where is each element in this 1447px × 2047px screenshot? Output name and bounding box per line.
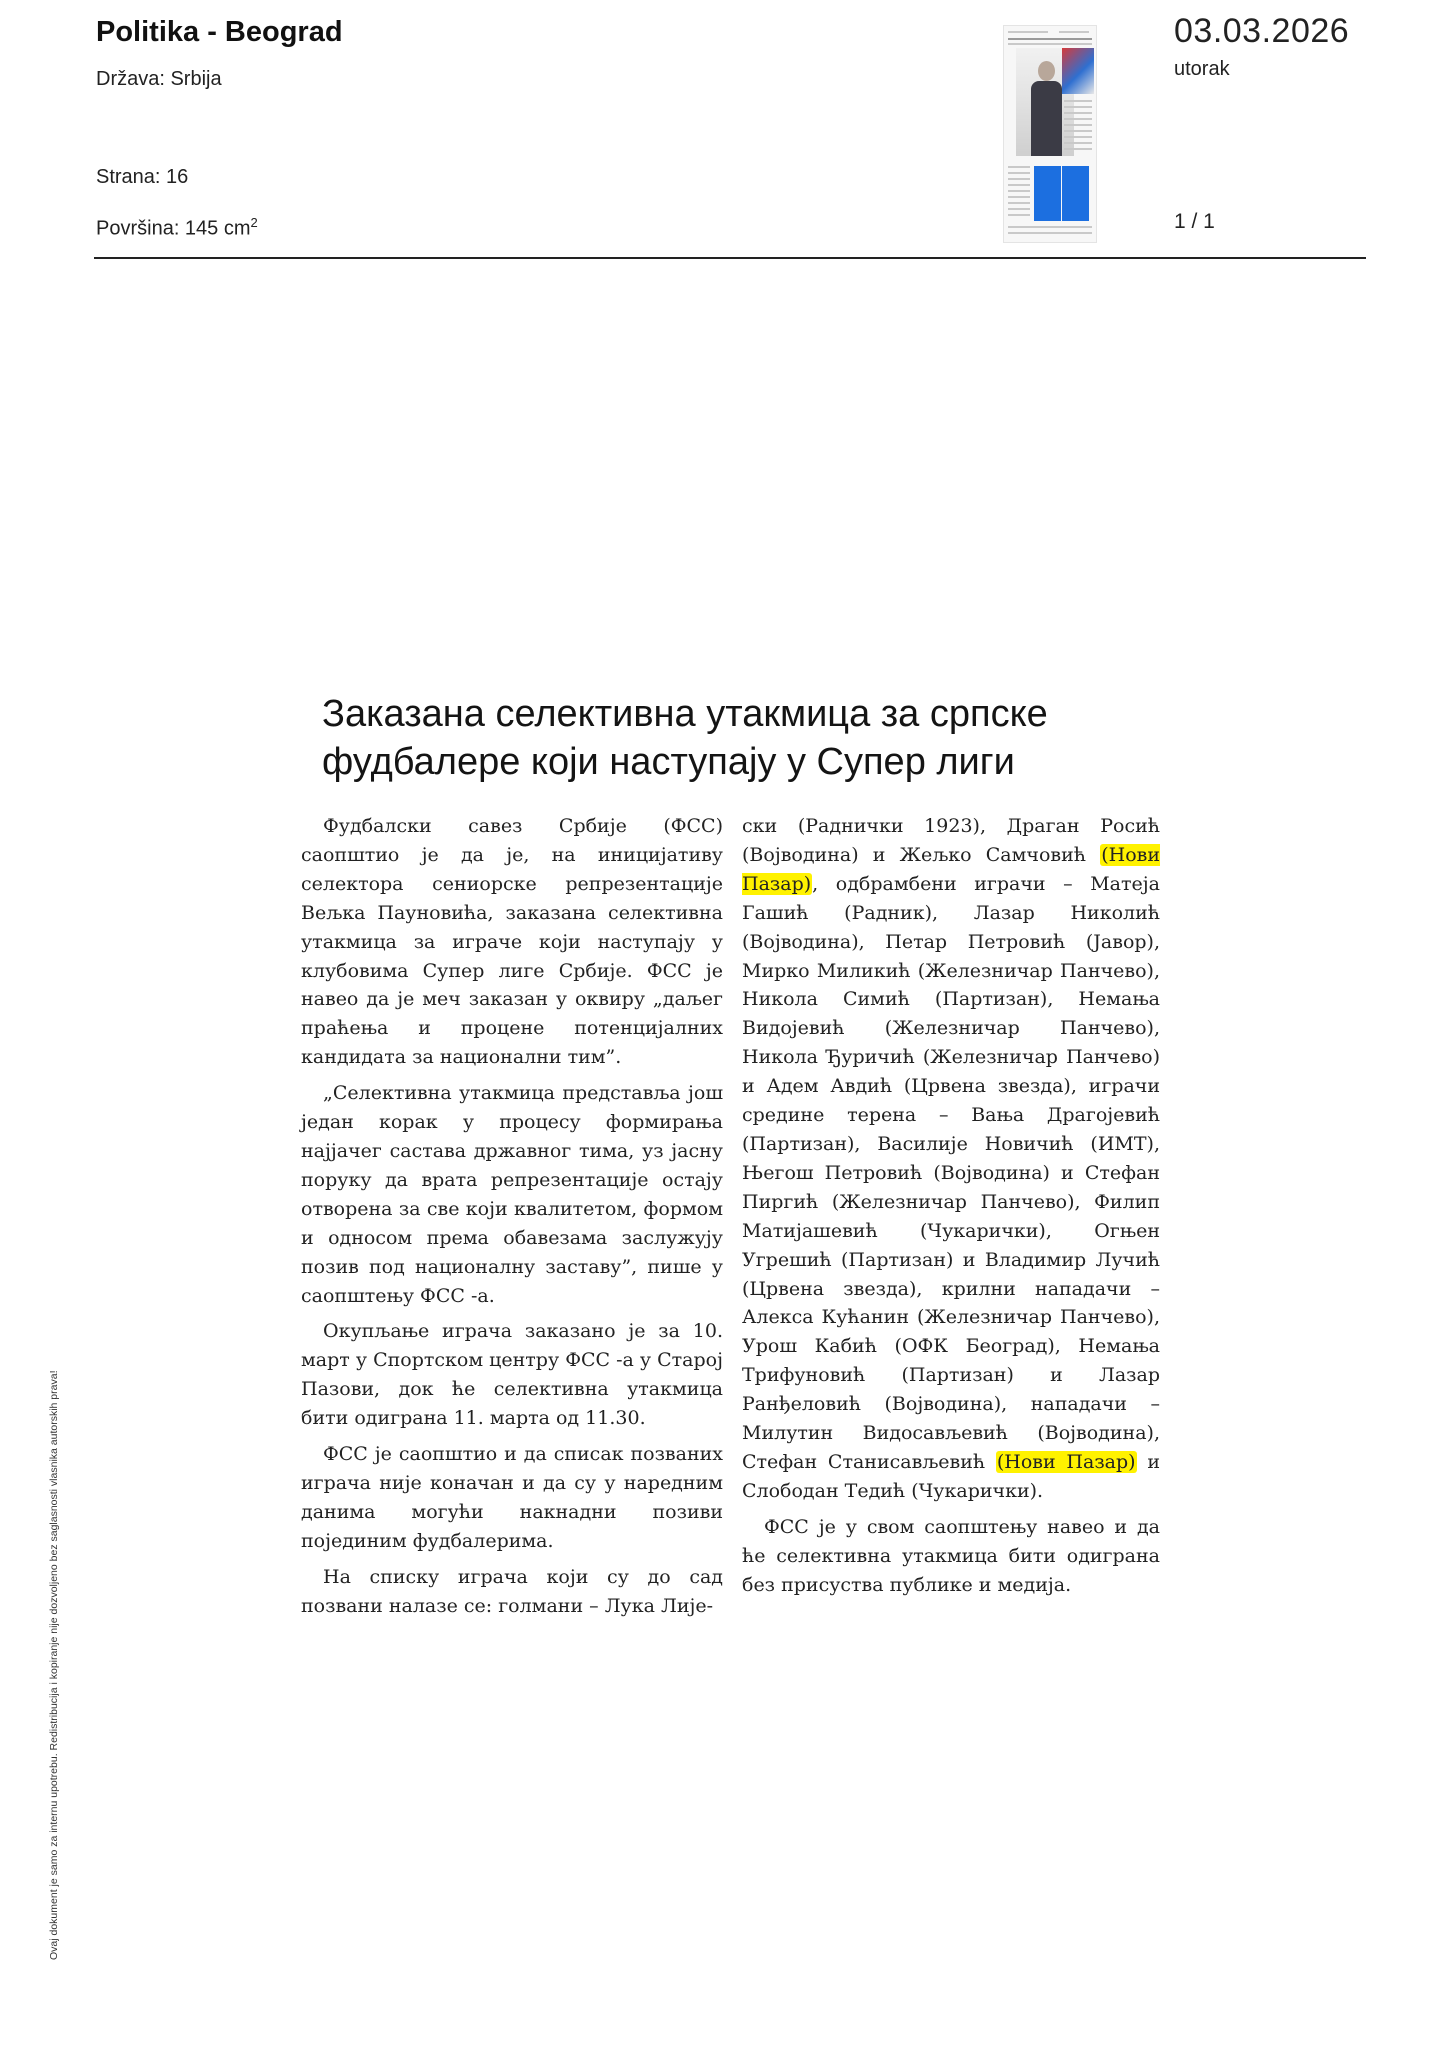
thumbnail-line	[1008, 214, 1030, 216]
thumbnail-line	[1008, 172, 1030, 174]
clipping-header	[0, 0, 1447, 262]
thumbnail-line	[1064, 112, 1092, 114]
area-unit-exponent: 2	[250, 215, 258, 230]
thumbnail-blue-box	[1062, 166, 1089, 221]
article-paragraph: Окупљање играча заказано је за 10. март у Спортском центру ФСС -а у Старој Пазови, док ће селективна утакмица бити одиграна 11. марта од 11.30.	[301, 1320, 723, 1430]
thumbnail-line	[1008, 232, 1092, 234]
weekday: utorak	[1174, 58, 1230, 80]
thumbnail-line	[1059, 31, 1089, 33]
thumbnail-line	[1008, 226, 1092, 228]
article-column-1	[301, 812, 723, 1627]
thumbnail-line	[1008, 43, 1092, 45]
thumbnail-line	[1008, 38, 1092, 40]
publication-date: 03.03.2026	[1174, 12, 1350, 50]
thumbnail-line	[1008, 184, 1030, 186]
text-run: ски (Раднички 1923), Драган Росић (Војводина) и Жељко Самчовић	[742, 815, 1160, 866]
thumbnail-blue-box	[1034, 166, 1061, 221]
thumbnail-figure-body	[1031, 81, 1062, 156]
highlight-keyword: (Нови Пазар)	[996, 1450, 1136, 1473]
thumbnail-line	[1064, 142, 1092, 144]
article-paragraph: Фудбалски савез Србије (ФСС) саопштио је да је, на иницијативу селектора сениорске репрезентације Вељка Пауновића, заказана селективна утакмица за играче који наступају у клубовима Супер лиге Србије. ФСС је навео да је меч заказан у оквиру „даљег праћења и процене потенцијалних кандидата за национални тим”.	[301, 815, 723, 1069]
text-run: и Слободан Тедић (Чукарички).	[742, 1450, 1161, 1502]
article-paragraph: На списку играча који су до сад позвани налазе се: голмани – Лука Лије-	[301, 1565, 723, 1617]
thumbnail-line	[1064, 118, 1092, 120]
page-number: Strana: 16	[96, 166, 189, 188]
thumbnail-line	[1064, 124, 1092, 126]
header-divider	[94, 257, 1366, 259]
page-count: 1 / 1	[1174, 210, 1215, 233]
article-paragraph: ФСС је саопштио и да списак позваних играча није коначан и да су у наредним данима могући накнадни позиви појединим фудбалерима.	[301, 1443, 723, 1552]
thumbnail-line	[1008, 166, 1030, 168]
highlight-keyword: (Нови Пазар)	[742, 843, 1160, 895]
thumbnail-line	[1064, 136, 1092, 138]
area-label	[96, 215, 258, 241]
area-value: Površina: 145 cm	[96, 217, 251, 240]
country-label: Država: Srbija	[96, 68, 222, 90]
thumbnail-sport-photo	[1062, 48, 1094, 94]
thumbnail-line	[1008, 178, 1030, 180]
copyright-disclaimer: Ovaj dokument je samo za internu upotrebu. Redistribucija i kopiranje nije dozvoljeno bez saglasnosti vlasnika autorskih prava!	[48, 1370, 60, 1960]
thumbnail-line	[1008, 202, 1030, 204]
thumbnail-line	[1064, 106, 1092, 108]
article-column-2	[742, 812, 1160, 1606]
article-title: Заказана селективна утакмица за српске фудбалере који наступају у Супер лиги	[322, 693, 1048, 783]
thumbnail-figure-head	[1038, 61, 1055, 81]
thumbnail-line	[1064, 100, 1092, 102]
thumbnail-line	[1008, 196, 1030, 198]
article-paragraph: „Селективна утакмица представља још један корак у процесу формирања најјачег састава државног тима, уз јасну поруку да врата репрезентације остају отворена за све који квалитетом, формом и односом према обавезама заслужују позив под националну заставу”, пише у саопштењу ФСС -а.	[301, 1082, 723, 1307]
thumbnail-line	[1064, 130, 1092, 132]
thumbnail-line	[1008, 190, 1030, 192]
thumbnail-line	[1008, 208, 1030, 210]
publication-name: Politika - Beograd	[96, 16, 343, 48]
article-paragraph: ФСС је у свом саопштењу навео и да ће селективна утакмица бити одиграна без присуства публике и медија.	[742, 1515, 1160, 1596]
thumbnail-line	[1008, 31, 1048, 33]
article-paragraph	[742, 812, 1160, 1506]
thumbnail-line	[1064, 148, 1092, 150]
page-thumbnail[interactable]	[1003, 25, 1097, 243]
text-run: , одбрамбени играчи – Матеја Гашић (Радник), Лазар Николић (Војводина), Петар Петровић (Јавор), Мирко Миликић (Железничар Панчево), Никола Симић (Партизан), Немања Видојевић (Железничар Панчево), Никола Ђуричић (Железничар Панчево) и Адем Авдић (Црвена звезда), играчи средине терена – Вања Драгојевић (Партизан), Василије Новичић (ИМТ), Његош Петровић (Војводина) и Стефан Пиргић (Железничар Панчево), Филип Матијашевић (Чукарички), Огњен Угрешић (Партизан) и Владимир Лучић (Црвена звезда), крилни нападачи – Алекса Кућанин (Железничар Панчево), Урош Кабић (ОФК Београд), Немања Трифуновић (Партизан) и Лазар Ранђеловић (Војводина), нападачи – Милутин Видосављевић (Војводина), Стефан Станисављевић	[742, 872, 1160, 1473]
